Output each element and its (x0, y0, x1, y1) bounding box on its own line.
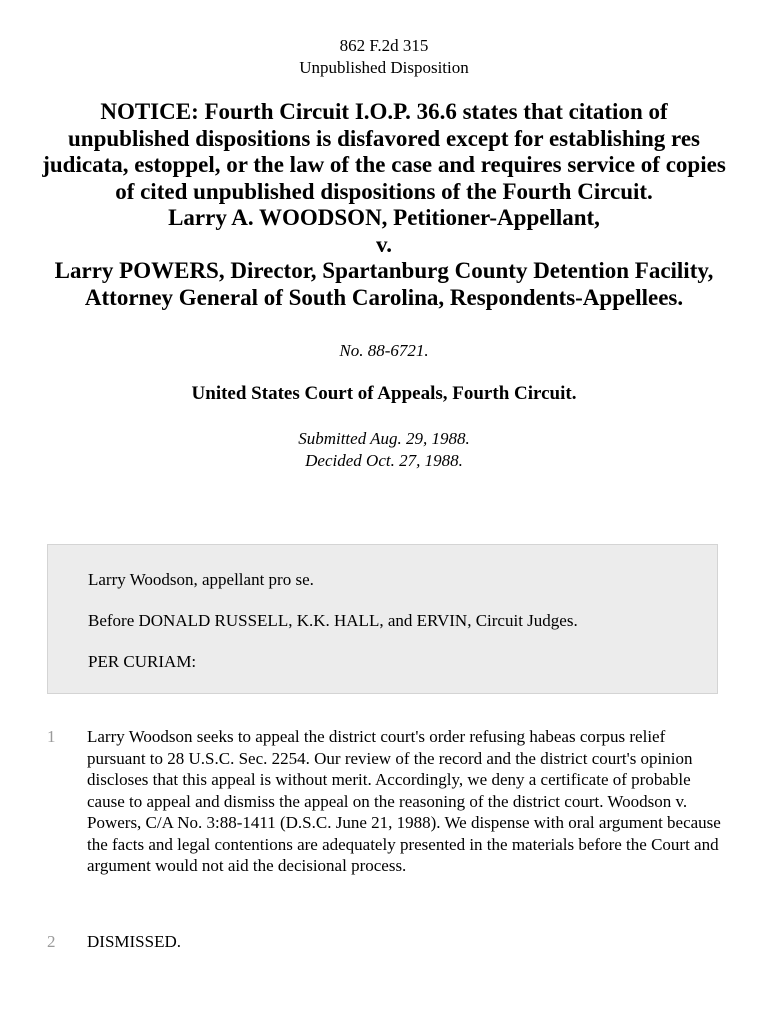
case-dates (0, 428, 768, 472)
opinion-paragraph (47, 931, 727, 953)
case-title (40, 99, 728, 311)
disposition-label: Unpublished Disposition (299, 58, 469, 77)
docket-number: No. 88-6721. (339, 341, 429, 360)
case-header (0, 0, 768, 79)
opinion-paragraph (47, 726, 727, 877)
judges-line: Before DONALD RUSSELL, K.K. HALL, and ERVIN, Circuit Judges. (88, 611, 578, 630)
court-name: United States Court of Appeals, Fourth Circuit. (191, 383, 577, 404)
counsel-line: Larry Woodson, appellant pro se. (88, 570, 314, 589)
case-citation: 862 F.2d 315 (339, 36, 429, 55)
per-curiam-line: PER CURIAM: (88, 652, 197, 671)
notice-text: NOTICE: Fourth Circuit I.O.P. 36.6 states that citation of unpublished dispositions is disfavored except for establishing res judicata, estoppel, or the law of the case and requires service of copies of cited unpublished dispositions of the Fourth Circuit. (42, 99, 726, 204)
paragraph-number: 1 (47, 727, 56, 746)
decided-date: Decided Oct. 27, 1988. (305, 451, 463, 470)
paragraph-text: Larry Woodson seeks to appeal the district court's order refusing habeas corpus relief pursuant to 28 U.S.C. Sec. 2254. Our review of the record and the district court's opinion discloses that this appeal is without merit. Accordingly, we deny a certificate of probable cause to appeal and dismiss the appeal on the reasoning of the district court. Woodson v. Powers, C/A No. 3:88-1411 (D.S.C. June 21, 1988). We dispense with oral argument because the facts and legal contentions are adequately presented in the materials before the Court and argument would not aid the decisional process. (87, 727, 721, 875)
appellant-name: Larry A. WOODSON, Petitioner-Appellant, (168, 205, 600, 230)
paragraph-text: DISMISSED. (87, 932, 181, 951)
appellees-names: Larry POWERS, Director, Spartanburg County Detention Facility, Attorney General of South Carolina, Respondents-Appellees. (54, 258, 714, 310)
paragraph-number: 2 (47, 932, 56, 951)
versus-label: v. (376, 231, 392, 257)
submitted-date: Submitted Aug. 29, 1988. (298, 429, 470, 448)
preamble-box (47, 544, 718, 694)
